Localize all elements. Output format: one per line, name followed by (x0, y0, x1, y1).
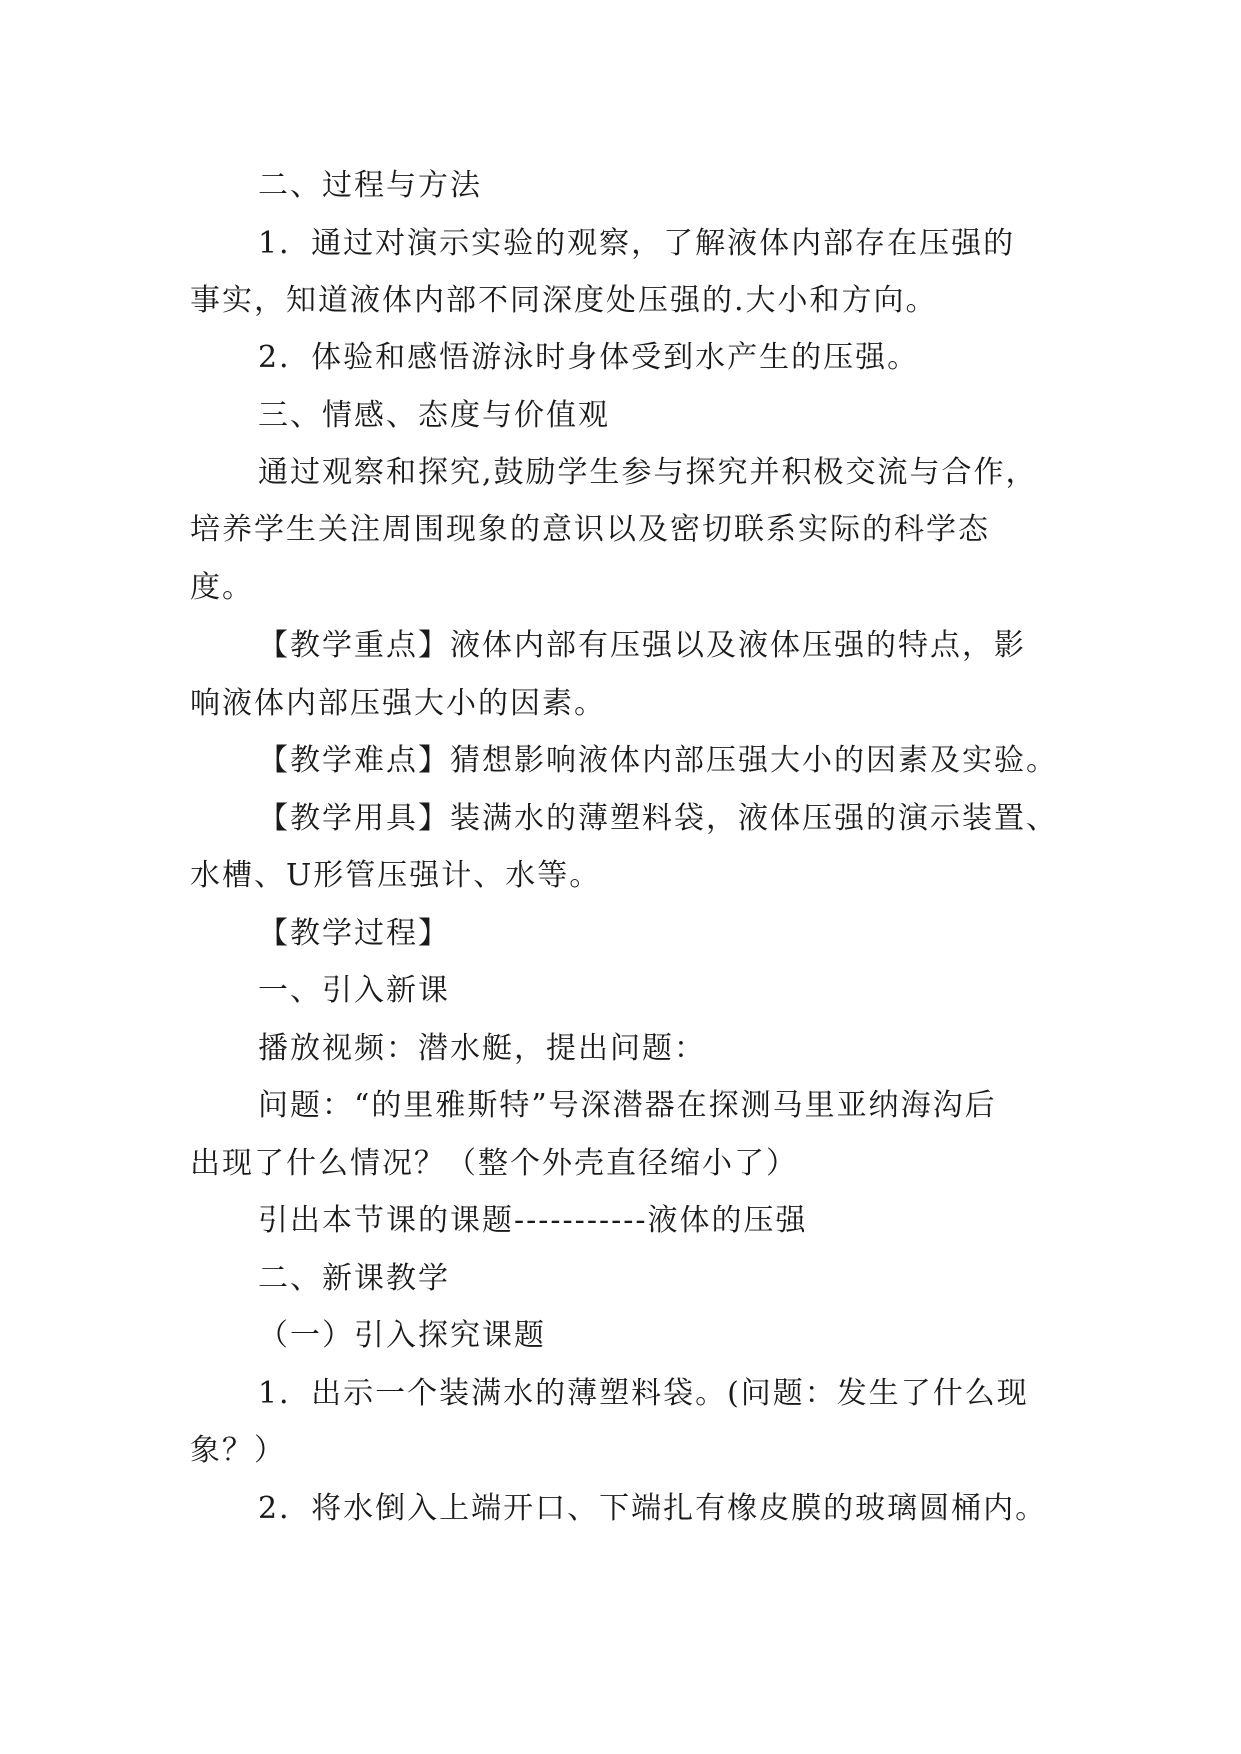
paragraph-line: 【教学难点】猜想影响液体内部压强大小的因素及实验。 (258, 743, 1058, 778)
section-heading: 二、新课教学 (258, 1261, 450, 1296)
paragraph-line: 引出本节课的课题-----------液体的压强 (258, 1203, 808, 1238)
paragraph-line: 事实，知道液体内部不同深度处压强的.大小和方向。 (190, 283, 938, 318)
paragraph-line: 水槽、U形管压强计、水等。 (190, 858, 602, 893)
paragraph-line: 通过观察和探究,鼓励学生参与探究并积极交流与合作， (258, 455, 1038, 490)
section-heading: 二、过程与方法 (258, 168, 482, 203)
paragraph-line: 2．体验和感悟游泳时身体受到水产生的压强。 (258, 340, 920, 375)
paragraph-line: 【教学用具】装满水的薄塑料袋，液体压强的演示装置、 (258, 801, 1058, 836)
section-heading: 一、引入新课 (258, 973, 450, 1008)
paragraph-line: 出现了什么情况？（整个外壳直径缩小了） (190, 1146, 798, 1181)
paragraph-line: 培养学生关注周围现象的意识以及密切联系实际的科学态 (190, 512, 990, 547)
section-heading: 【教学过程】 (258, 916, 450, 951)
paragraph-line: 【教学重点】液体内部有压强以及液体压强的特点，影 (258, 628, 1026, 663)
paragraph-line: 2．将水倒入上端开口、下端扎有橡皮膜的玻璃圆桶内。 (258, 1491, 1048, 1526)
paragraph-line: 播放视频：潜水艇，提出问题： (258, 1031, 706, 1066)
paragraph-line: 1．出示一个装满水的薄塑料袋。(问题：发生了什么现 (258, 1376, 1029, 1411)
paragraph-line: 响液体内部压强大小的因素。 (190, 686, 606, 721)
paragraph-line: 度。 (190, 570, 254, 605)
paragraph-line: 问题：“的里雅斯特”号深潜器在探测马里亚纳海沟后 (258, 1088, 997, 1123)
paragraph-line: 1．通过对演示实验的观察，了解液体内部存在压强的 (258, 226, 1016, 261)
section-heading: （一）引入探究课题 (258, 1318, 546, 1353)
paragraph-line: 象？） (190, 1433, 286, 1468)
section-heading: 三、情感、态度与价值观 (258, 398, 610, 433)
